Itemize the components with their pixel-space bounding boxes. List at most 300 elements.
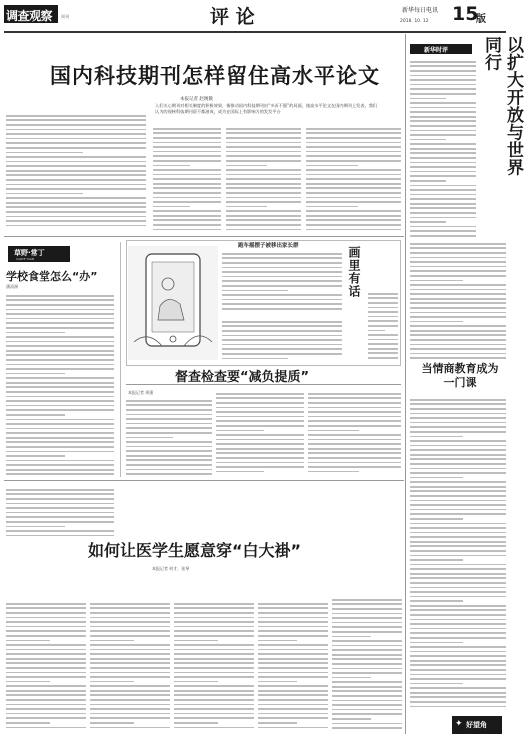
text-line	[6, 419, 114, 421]
text-line	[6, 530, 114, 532]
text-line	[410, 417, 506, 419]
text-line	[410, 646, 506, 648]
text-line	[410, 678, 506, 680]
feature2-col-1	[126, 397, 212, 477]
text-line	[174, 635, 254, 637]
text-line	[332, 617, 402, 619]
text-line	[410, 637, 506, 639]
text-line	[90, 612, 170, 614]
text-line	[308, 439, 401, 441]
text-line	[6, 644, 86, 646]
text-line	[6, 133, 146, 135]
text-line	[410, 185, 476, 187]
text-line	[410, 458, 506, 460]
text-line	[332, 713, 402, 715]
text-line	[410, 65, 476, 67]
text-line	[368, 311, 398, 313]
text-line	[90, 603, 170, 605]
text-line	[308, 430, 359, 432]
text-line	[126, 414, 212, 416]
text-line	[306, 206, 358, 208]
text-line	[6, 640, 50, 642]
main-article-title: 国内科技期刊怎样留住高水平论文	[50, 64, 380, 88]
text-line	[6, 708, 86, 710]
right-headline-box	[480, 36, 523, 186]
text-line	[306, 160, 401, 162]
text-line	[410, 509, 506, 511]
text-line	[410, 84, 476, 86]
text-line	[6, 446, 114, 448]
text-line	[6, 535, 114, 537]
text-line	[6, 672, 86, 674]
feature3-col-2	[90, 600, 170, 732]
text-line	[410, 321, 463, 323]
section-title: 评 论	[210, 6, 255, 28]
text-line	[410, 152, 476, 154]
text-line	[308, 397, 401, 399]
text-line	[410, 261, 506, 263]
text-line	[410, 243, 506, 245]
text-line	[6, 667, 86, 669]
text-line	[368, 352, 398, 354]
cartoon-side-text	[368, 290, 398, 362]
feature3-col-5	[332, 596, 402, 732]
text-line	[332, 672, 402, 674]
text-line	[153, 219, 221, 221]
text-line	[308, 466, 401, 468]
text-line	[6, 704, 86, 706]
text-line	[258, 676, 328, 678]
right-commentary-text-2	[410, 240, 506, 360]
text-line	[306, 142, 401, 144]
right-headline: 以扩大开放与世界同行	[481, 36, 523, 176]
text-line	[306, 187, 401, 189]
text-line	[174, 621, 254, 623]
text-line	[306, 210, 401, 212]
text-line	[258, 630, 328, 632]
text-line	[410, 212, 476, 214]
text-line	[410, 555, 506, 557]
text-line	[153, 206, 190, 208]
text-line	[6, 409, 114, 411]
text-line	[90, 635, 170, 637]
text-line	[308, 411, 401, 413]
text-line	[306, 155, 401, 157]
text-line	[410, 203, 476, 205]
text-line	[6, 396, 114, 398]
text-line	[6, 626, 86, 628]
text-line	[368, 348, 398, 350]
text-line	[90, 681, 134, 683]
text-line	[6, 621, 86, 623]
text-line	[126, 423, 212, 425]
text-line	[216, 457, 304, 459]
main-article-col-4	[306, 125, 401, 233]
text-line	[90, 662, 170, 664]
right-commentary-text-1	[410, 58, 476, 238]
text-line	[368, 339, 398, 341]
text-line	[174, 685, 254, 687]
text-line	[222, 358, 288, 360]
text-line	[410, 609, 506, 611]
text-line	[368, 302, 398, 304]
feature2-top-rule	[126, 384, 401, 385]
text-line	[126, 459, 212, 461]
text-line	[153, 183, 221, 185]
feature2-title: 督查检查要“减负提质”	[175, 370, 310, 385]
text-line	[226, 229, 301, 231]
text-line	[226, 142, 301, 144]
text-line	[410, 175, 476, 177]
text-line	[6, 322, 114, 324]
text-line	[90, 653, 170, 655]
text-line	[90, 621, 170, 623]
text-line	[226, 132, 301, 134]
text-line	[410, 692, 506, 694]
text-line	[258, 658, 328, 660]
text-line	[308, 434, 401, 436]
text-line	[6, 161, 146, 163]
text-line	[126, 469, 212, 471]
text-line	[216, 430, 264, 432]
text-line	[226, 197, 301, 199]
text-line	[6, 498, 114, 500]
text-line	[308, 452, 401, 454]
text-line	[6, 516, 114, 518]
text-line	[226, 215, 301, 217]
text-line	[153, 201, 221, 203]
text-line	[306, 197, 401, 199]
text-line	[153, 197, 221, 199]
text-line	[332, 695, 402, 697]
text-line	[222, 330, 342, 332]
text-line	[258, 685, 328, 687]
text-line	[6, 124, 146, 126]
text-line	[174, 662, 254, 664]
text-line	[410, 628, 506, 630]
text-line	[332, 613, 402, 615]
text-line	[174, 640, 218, 642]
text-line	[6, 658, 86, 660]
text-line	[6, 603, 86, 605]
text-line	[410, 472, 506, 474]
text-line	[6, 676, 86, 678]
text-line	[332, 700, 402, 702]
text-line	[6, 193, 83, 195]
text-line	[226, 206, 267, 208]
feature3-col-1	[6, 600, 86, 732]
text-line	[153, 155, 221, 157]
text-line	[410, 325, 506, 327]
text-line	[368, 343, 398, 345]
text-line	[6, 441, 114, 443]
text-line	[174, 690, 254, 692]
text-line	[258, 626, 328, 628]
text-line	[6, 469, 114, 471]
text-line	[222, 285, 342, 287]
text-line	[6, 722, 50, 724]
text-line	[6, 612, 86, 614]
text-line	[332, 622, 402, 624]
text-line	[368, 320, 398, 322]
text-line	[6, 423, 114, 425]
text-line	[410, 293, 506, 295]
text-line	[308, 402, 401, 404]
text-line	[410, 157, 476, 159]
page-suffix: 版	[476, 14, 486, 25]
text-line	[90, 667, 170, 669]
masthead-rule	[4, 31, 506, 33]
text-line	[332, 626, 402, 628]
text-line	[410, 298, 506, 300]
text-line	[6, 662, 86, 664]
text-line	[222, 335, 342, 337]
text-line	[258, 681, 297, 683]
text-line	[308, 416, 401, 418]
column-body	[6, 292, 114, 477]
text-line	[410, 116, 476, 118]
text-line	[6, 521, 114, 523]
text-line	[216, 434, 304, 436]
text-line	[126, 404, 212, 406]
text-line	[410, 674, 506, 676]
text-line	[153, 169, 221, 171]
text-line	[126, 400, 212, 402]
text-line	[410, 120, 476, 122]
text-line	[226, 192, 301, 194]
text-line	[410, 143, 476, 145]
text-line	[126, 427, 212, 429]
column-byline: 潘清洲	[6, 284, 18, 289]
text-line	[6, 690, 86, 692]
text-line	[6, 147, 146, 149]
text-line	[174, 617, 254, 619]
text-line	[90, 708, 170, 710]
text-line	[308, 393, 401, 395]
text-line	[216, 471, 264, 473]
text-line	[410, 339, 506, 341]
text-line	[410, 591, 506, 593]
text-line	[6, 138, 146, 140]
text-line	[410, 523, 506, 525]
text-line	[410, 605, 506, 607]
text-line	[410, 436, 463, 438]
text-line	[6, 526, 65, 528]
text-line	[410, 275, 506, 277]
text-line	[174, 722, 218, 724]
text-line	[6, 437, 114, 439]
text-line	[410, 431, 506, 433]
text-line	[410, 139, 446, 141]
text-line	[226, 169, 301, 171]
text-line	[308, 462, 401, 464]
text-line	[410, 701, 506, 703]
masthead	[0, 0, 510, 30]
text-line	[222, 321, 342, 323]
text-line	[306, 174, 401, 176]
text-line	[410, 449, 506, 451]
text-line	[332, 681, 402, 683]
text-line	[410, 623, 506, 625]
text-line	[6, 188, 146, 190]
page-number: 15	[452, 3, 479, 25]
text-line	[222, 253, 342, 255]
text-line	[226, 201, 301, 203]
text-line	[410, 696, 506, 698]
text-line	[126, 473, 212, 475]
text-line	[410, 316, 506, 318]
text-line	[6, 649, 86, 651]
text-line	[6, 142, 146, 144]
feature2-byline: 本报记者 周强	[128, 390, 154, 395]
text-line	[222, 290, 288, 292]
text-line	[6, 493, 114, 495]
text-line	[306, 192, 401, 194]
main-article-col-2	[153, 125, 221, 233]
text-line	[6, 115, 146, 117]
text-line	[306, 215, 401, 217]
text-line	[153, 224, 221, 226]
text-line	[410, 664, 506, 666]
text-line	[258, 704, 328, 706]
text-line	[258, 717, 328, 719]
text-line	[410, 270, 506, 272]
text-line	[6, 206, 146, 208]
text-line	[90, 690, 170, 692]
text-line	[410, 426, 506, 428]
text-line	[174, 644, 254, 646]
text-line	[410, 399, 506, 401]
text-line	[6, 386, 114, 388]
feature2-col-2	[216, 390, 304, 477]
text-line	[226, 165, 267, 167]
main-article-lead: 入们关心期刊对相关制度的积极效果，指推动国内科技期刊由“多而不强”的局面，使高水平论文在国内期刊上发表，我们认为的现核科技期刊留不都滋成，成为在国际上有影响力的发发平台	[155, 103, 378, 114]
text-line	[226, 128, 301, 130]
cartoon-side-label-text: 画里有话	[347, 246, 361, 298]
text-line	[410, 93, 476, 95]
text-line	[90, 630, 170, 632]
text-line	[306, 224, 401, 226]
text-line	[410, 61, 476, 63]
text-line	[90, 727, 170, 729]
text-line	[222, 344, 342, 346]
text-line	[258, 694, 328, 696]
text-line	[410, 266, 506, 268]
text-line	[6, 341, 114, 343]
text-line	[6, 460, 114, 462]
text-line	[332, 709, 402, 711]
text-line	[6, 630, 86, 632]
text-line	[153, 215, 221, 217]
text-line	[6, 345, 114, 347]
text-line	[308, 457, 401, 459]
text-line	[6, 202, 146, 204]
text-line	[90, 676, 170, 678]
text-line	[90, 672, 170, 674]
main-article-col-3	[226, 125, 301, 233]
text-line	[258, 617, 328, 619]
text-line	[226, 137, 301, 139]
text-line	[410, 454, 506, 456]
text-line	[6, 400, 114, 402]
text-line	[258, 690, 328, 692]
text-line	[410, 130, 476, 132]
text-line	[410, 445, 506, 447]
text-line	[410, 403, 506, 405]
cartoon-side-label	[346, 246, 364, 298]
text-line	[226, 224, 301, 226]
column-divider	[120, 242, 121, 477]
text-line	[6, 359, 114, 361]
text-line	[410, 527, 506, 529]
feature3-col-4	[258, 600, 328, 732]
text-line	[410, 166, 476, 168]
text-line	[308, 420, 401, 422]
text-line	[174, 607, 254, 609]
text-line	[6, 313, 114, 315]
text-line	[308, 407, 401, 409]
text-line	[306, 178, 401, 180]
text-line	[174, 626, 254, 628]
text-line	[6, 717, 86, 719]
main-article-byline: 本报记者 赵琬微	[180, 97, 213, 102]
text-line	[6, 309, 114, 311]
text-line	[410, 125, 476, 127]
text-line	[410, 541, 506, 543]
brand-logo-icon: ✦	[455, 719, 463, 729]
feature2-col-3	[308, 390, 401, 477]
text-line	[258, 653, 328, 655]
text-line	[216, 425, 304, 427]
text-line	[6, 699, 86, 701]
text-line	[6, 635, 86, 637]
text-line	[6, 327, 114, 329]
text-line	[6, 170, 146, 172]
cartoon-image	[128, 246, 218, 360]
text-line	[222, 276, 342, 278]
text-line	[332, 690, 402, 692]
text-line	[126, 437, 173, 439]
column-badge-text: 草野·常丁	[14, 249, 45, 257]
text-line	[6, 373, 65, 375]
text-line	[410, 312, 506, 314]
text-line	[216, 393, 304, 395]
logo-main: 调查观察	[6, 9, 53, 23]
text-line	[90, 617, 170, 619]
text-line	[332, 608, 402, 610]
text-line	[410, 284, 506, 286]
text-line	[90, 607, 170, 609]
feature3-top-rule	[4, 480, 404, 481]
text-line	[410, 88, 476, 90]
text-line	[6, 179, 146, 181]
cartoon-illustration-icon	[128, 246, 218, 360]
text-line	[216, 452, 304, 454]
text-line	[6, 295, 114, 297]
text-line	[410, 495, 506, 497]
text-line	[6, 119, 146, 121]
text-line	[368, 307, 398, 309]
text-line	[258, 708, 328, 710]
text-line	[174, 681, 218, 683]
text-line	[410, 706, 506, 708]
text-line	[153, 178, 221, 180]
text-line	[306, 137, 401, 139]
text-line	[306, 146, 401, 148]
text-line	[258, 607, 328, 609]
text-line	[332, 704, 402, 706]
text-line	[410, 481, 506, 483]
